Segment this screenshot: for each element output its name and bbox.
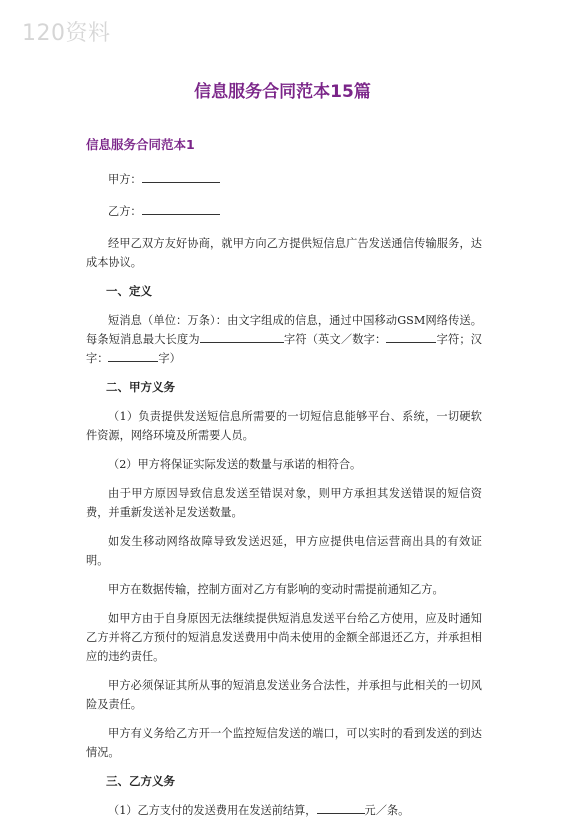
document-body (86, 170, 482, 830)
party-a-duty-1: （1）负责提供发送短信息所需要的一切短信息能够平台、系统，一切硬软件资源，网络环境及所需要人员。 (86, 410, 482, 442)
party-a-duty-4: 如发生移动网络故障导致发送迟延，甲方应提供电信运营商出具的有效证明。 (86, 535, 482, 567)
definition-paragraph (86, 311, 482, 368)
chinese-chars-blank (108, 349, 158, 362)
definition-text-d: 字） (158, 352, 181, 365)
party-b-duty-text-b: 元／条。 (364, 804, 410, 817)
party-a-duty-6: 如甲方由于自身原因无法继续提供短消息发送平台给乙方使用，应及时通知乙方并将乙方预付的短消息发送费用中尚未使用的金额全部退还乙方，并承担相应的违约责任。 (86, 612, 482, 663)
party-a-duty-8: 甲方有义务给乙方开一个监控短信发送的端口，可以实时的看到发送的到达情况。 (86, 727, 482, 759)
english-chars-blank (386, 330, 436, 343)
contract-subtitle: 信息服务合同范本1 (86, 137, 195, 152)
party-b-duty-1 (86, 801, 482, 820)
page-title: 信息服务合同范本15篇 (194, 82, 371, 102)
party-a-label: 甲方： (108, 173, 142, 186)
fee-blank (317, 801, 365, 814)
party-a-duty-5: 甲方在数据传输，控制方面对乙方有影响的变动时需提前通知乙方。 (108, 583, 444, 596)
section-heading-party-b-duties: 三、乙方义务 (106, 774, 175, 788)
party-a-duty-7: 甲方必须保证其所从事的短消息发送业务合法性，并承担与此相关的一切风险及责任。 (86, 679, 482, 711)
party-a-blank (142, 170, 220, 183)
definition-text-b: 字符（英文／数字： (283, 333, 387, 346)
party-a-line (86, 170, 482, 189)
party-b-blank (142, 202, 220, 215)
watermark: 120资料 (22, 21, 111, 46)
max-length-blank (200, 330, 284, 343)
definition-text-c: 字符；汉字： (86, 333, 482, 365)
party-b-line (86, 202, 482, 221)
section-heading-party-a-duties: 二、甲方义务 (106, 380, 175, 394)
party-a-duty-3: 由于甲方原因导致信息发送至错误对象，则甲方承担其发送错误的短信资费，并重新发送补足发送数量。 (86, 487, 482, 519)
party-b-duty-text-a: （1）乙方支付的发送费用在发送前结算， (108, 804, 317, 817)
intro-paragraph: 经甲乙双方友好协商，就甲方向乙方提供短信息广告发送通信传输服务，达成本协议。 (86, 237, 482, 269)
definition-text-a: 短消息（单位：万条）：由文字组成的信息，通过中国移动GSM网络传送。每条短消息最大长度为 (86, 314, 482, 346)
section-heading-definition: 一、定义 (106, 284, 152, 298)
party-a-duty-2: （2）甲方将保证实际发送的数量与承诺的相符合。 (108, 458, 362, 471)
party-b-label: 乙方： (108, 205, 142, 218)
